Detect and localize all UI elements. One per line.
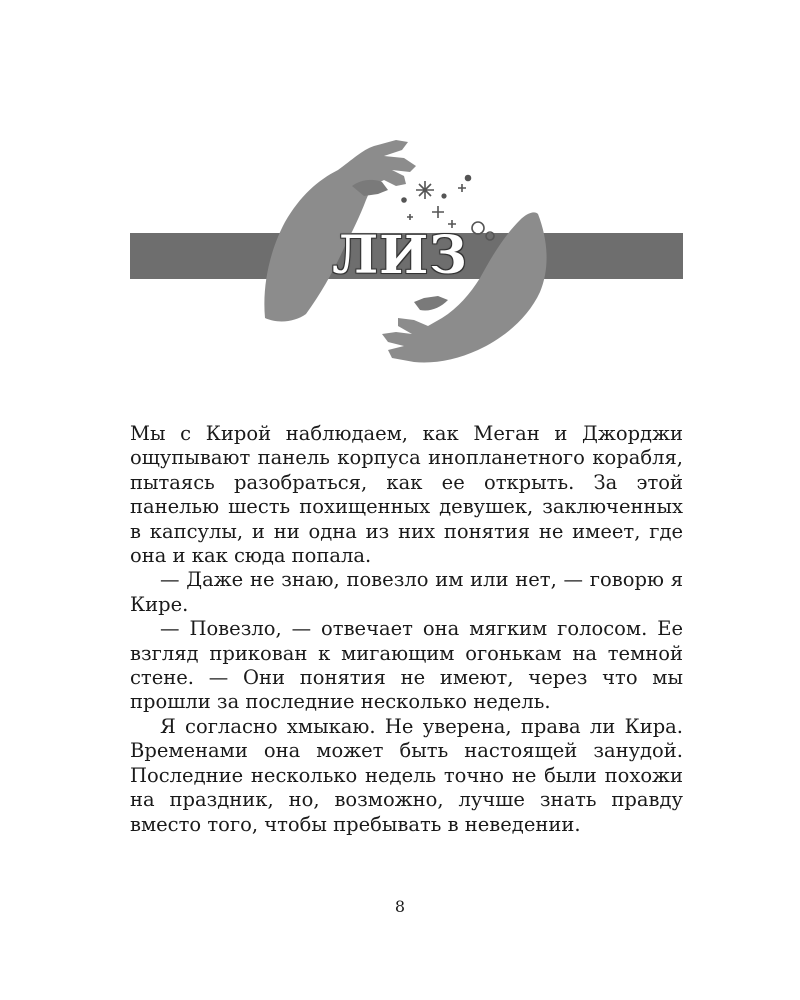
chapter-title: ЛИЗ <box>332 225 468 286</box>
paragraph: — Даже не знаю, повезло им или нет, — говорю я Кире. <box>130 568 683 616</box>
page-number: 8 <box>394 897 406 916</box>
lower-hand-thumb-icon <box>414 296 448 311</box>
chapter-header <box>0 0 800 400</box>
chapter-body-text <box>130 422 683 837</box>
paragraph: — Повезло, — отвечает она мягким голосом. Ее взгляд прикован к мигающим огонькам на темной стене. — Они понятия не имеют, через что мы прошли за последние несколько недель. <box>130 617 683 714</box>
paragraph: Я согласно хмыкаю. Не уверена, права ли Кира. Временами она может быть настоящей занудой. Последние несколько недель точно не были похожи на праздник, но, возможно, лучше знать правду вместо того, чтобы пребывать в неведении. <box>130 714 683 836</box>
hands-with-sparkles-icon <box>0 0 800 400</box>
paragraph: Мы с Кирой наблюдаем, как Меган и Джорджи ощупывают панель корпуса инопланетного корабля, пытаясь разобраться, как ее открыть. За этой панелью шесть похищенных девушек, заключенных в капсулы, и ни одна из них понятия не имеет, где она и как сюда попала. <box>130 422 683 568</box>
